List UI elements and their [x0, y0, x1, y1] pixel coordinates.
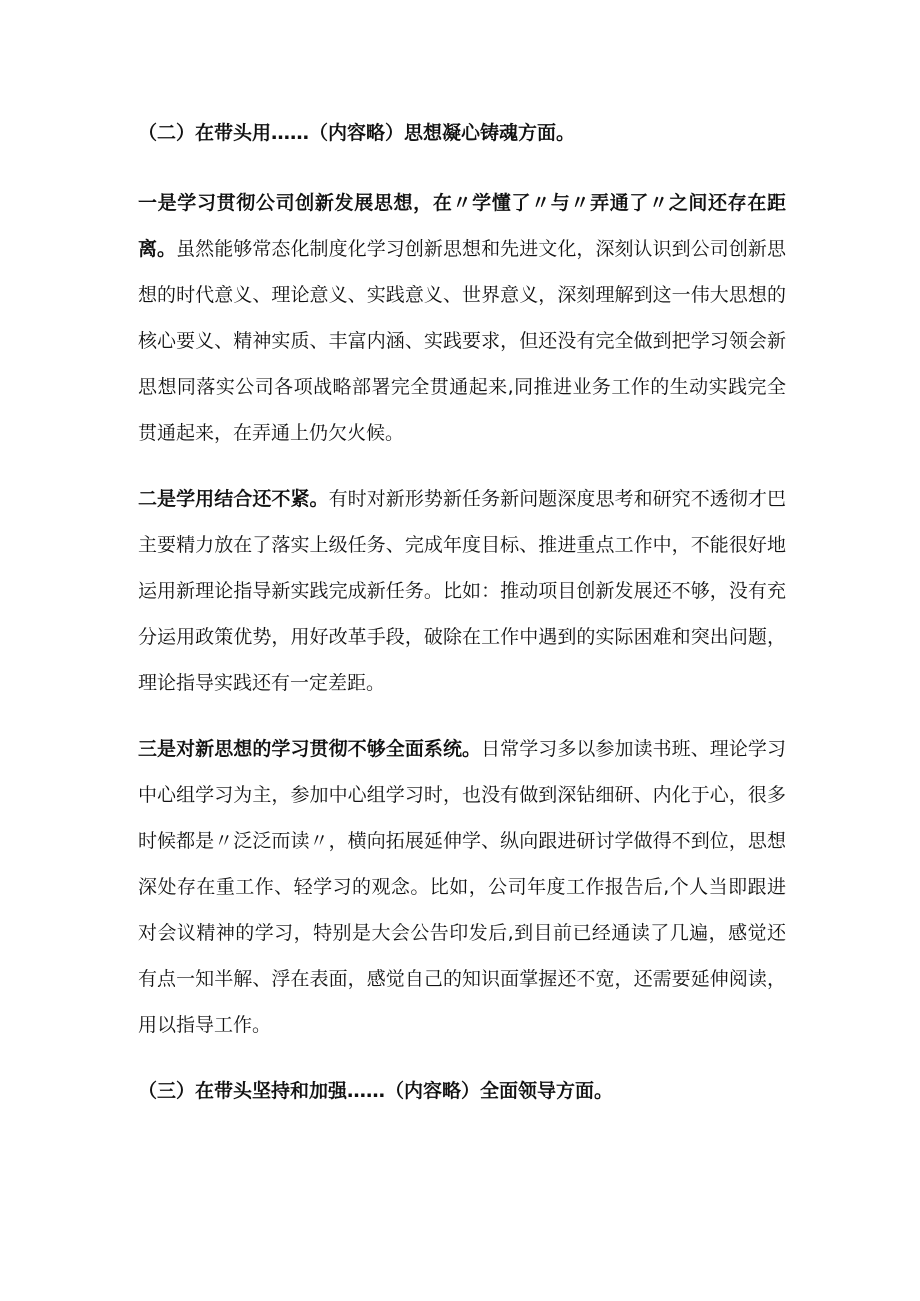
paragraph-3-lead: 三是对新思想的学习贯彻不够全面系统。	[138, 738, 482, 760]
section-heading-2: （二）在带头用……（内容略）思想凝心铸魂方面。	[138, 122, 576, 144]
paragraph-3	[138, 726, 786, 1048]
paragraph-3-body: 日常学习多以参加读书班、理论学习中心组学习为主，参加中心组学习时，也没有做到深钻细研、内化于心，很多时候都是〃泛泛而读〃，横向拓展延伸学、纵向跟进研讨学做得不到位，思想深处存在重工作、轻学习的观念。比如，公司年度工作报告后,个人当即跟进对会议精神的学习，特别是大会公告印发后,到目前已经通读了几遍，感觉还有点一知半解、浮在表面，感觉自己的知识面掌握还不宽，还需要延伸阅读，用以指导工作。	[138, 738, 786, 1036]
paragraph-2-lead: 二是学用结合还不紧。	[138, 488, 329, 510]
section-heading-3: （三）在带头坚持和加强……（内容略）全面领导方面。	[138, 1080, 614, 1102]
document-page	[138, 110, 786, 1114]
paragraph-1-lead: 一是学习贯彻公司创新发展思想，在〃学懂了〃与〃弄通了〃之间还存在距离。	[138, 192, 786, 260]
paragraph-2	[138, 476, 786, 706]
paragraph-1-body: 虽然能够常态化制度化学习创新思想和先进文化，深刻认识到公司创新思想的时代意义、理论意义、实践意义、世界意义，深刻理解到这一伟大思想的核心要义、精神实质、丰富内涵、实践要求，但还没有完全做到把学习领会新思想同落实公司各项战略部署完全贯通起来,同推进业务工作的生动实践完全贯通起来，在弄通上仍欠火候。	[138, 238, 786, 444]
paragraph-2-body: 有时对新形势新任务新问题深度思考和研究不透彻才巴主要精力放在了落实上级任务、完成年度目标、推进重点工作中，不能很好地运用新理论指导新实践完成新任务。比如：推动项目创新发展还不够，没有充分运用政策优势，用好改革手段，破除在工作中遇到的实际困难和突出问题，理论指导实践还有一定差距。	[138, 488, 786, 694]
paragraph-1	[138, 180, 786, 456]
